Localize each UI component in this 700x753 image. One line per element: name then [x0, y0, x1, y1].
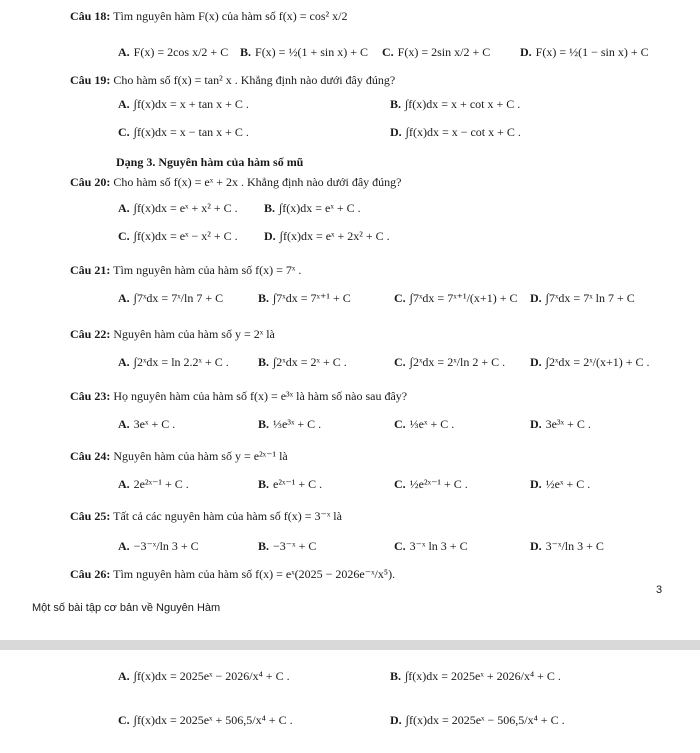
option-text: ⅓e³ˣ + C .: [273, 417, 322, 431]
option-c: [394, 476, 468, 492]
option-text: −3⁻ˣ + C: [273, 539, 317, 553]
option-text: −3⁻ˣ/ln 3 + C: [133, 539, 199, 553]
option-c: [394, 354, 505, 370]
option-c: [394, 290, 517, 306]
option-text: ∫f(x)dx = eˣ + x² + C .: [133, 201, 238, 215]
option-text: ∫7ˣdx = 7ˣ ln 7 + C: [545, 291, 635, 305]
option-text: 3e³ˣ + C .: [545, 417, 591, 431]
option-label: B.: [390, 97, 402, 111]
option-a: [118, 96, 249, 112]
option-label: D.: [530, 355, 542, 369]
option-label: D.: [264, 229, 276, 243]
option-b: [258, 290, 351, 306]
option-b: [258, 416, 321, 432]
question-text: Cho hàm số f(x) = eˣ + 2x . Khẳng định nào dưới đây đúng?: [113, 175, 402, 189]
option-text: ∫f(x)dx = x + tan x + C .: [133, 97, 249, 111]
question-23: [70, 388, 407, 404]
option-text: ∫f(x)dx = x − cot x + C .: [405, 125, 521, 139]
option-text: ∫7ˣdx = 7ˣ⁺¹ + C: [273, 291, 351, 305]
option-d: [264, 228, 390, 244]
option-label: D.: [530, 477, 542, 491]
option-label: A.: [118, 355, 130, 369]
option-a: [118, 668, 290, 684]
option-label: C.: [394, 417, 406, 431]
question-number: Câu 18:: [70, 9, 111, 23]
option-label: C.: [394, 291, 406, 305]
option-label: C.: [118, 229, 130, 243]
option-d: [390, 124, 521, 140]
option-label: B.: [240, 45, 252, 59]
question-24: [70, 448, 288, 464]
option-c: [394, 538, 468, 554]
option-text: 3eˣ + C .: [133, 417, 176, 431]
option-label: C.: [394, 477, 406, 491]
option-text: e²ˣ⁻¹ + C .: [273, 477, 323, 491]
question-text: Tìm nguyên hàm của hàm số f(x) = eˣ(2025 − 2026e⁻ˣ/x⁵).: [113, 567, 396, 581]
option-text: 3⁻ˣ ln 3 + C: [409, 539, 468, 553]
option-label: A.: [118, 97, 130, 111]
question-19: [70, 72, 395, 88]
option-a: [118, 354, 229, 370]
question-number: Câu 21:: [70, 263, 111, 277]
option-text: ∫f(x)dx = x − tan x + C .: [133, 125, 249, 139]
option-d: [530, 354, 650, 370]
question-text: Tìm nguyên hàm của hàm số f(x) = 7ˣ .: [113, 263, 302, 277]
question-number: Câu 19:: [70, 73, 111, 87]
option-label: A.: [118, 417, 130, 431]
option-label: B.: [258, 291, 270, 305]
option-label: B.: [390, 669, 402, 683]
question-20: [70, 174, 401, 190]
question-number: Câu 25:: [70, 509, 111, 523]
question-number: Câu 20:: [70, 175, 111, 189]
option-a: [118, 290, 223, 306]
option-label: D.: [390, 125, 402, 139]
question-text: Tất cả các nguyên hàm của hàm số f(x) = 3⁻ˣ là: [113, 509, 342, 523]
question-21: [70, 262, 301, 278]
option-text: F(x) = ½(1 + sin x) + C: [255, 45, 368, 59]
option-label: D.: [530, 417, 542, 431]
option-text: ∫2ˣdx = 2ˣ + C .: [273, 355, 347, 369]
option-label: A.: [118, 201, 130, 215]
question-text: Nguyên hàm của hàm số y = 2ˣ là: [113, 327, 275, 341]
option-text: ½eˣ + C .: [545, 477, 591, 491]
option-text: F(x) = 2cos x/2 + C: [133, 45, 229, 59]
option-label: A.: [118, 539, 130, 553]
footer-title: Một số bài tập cơ bản về Nguyên Hàm: [32, 602, 221, 614]
question-26: [70, 566, 395, 582]
page-number: 3: [656, 584, 663, 596]
option-label: C.: [118, 713, 130, 727]
option-label: A.: [118, 669, 130, 683]
question-text: Họ nguyên hàm của hàm số f(x) = e³ˣ là hàm số nào sau đây?: [113, 389, 408, 403]
option-b: [258, 538, 316, 554]
section-title: Dạng 3. Nguyên hàm của hàm số mũ: [116, 155, 304, 169]
option-c: [118, 228, 238, 244]
question-25: [70, 508, 342, 524]
option-label: B.: [258, 539, 270, 553]
option-d: [520, 44, 649, 60]
question-number: Câu 22:: [70, 327, 111, 341]
option-text: F(x) = ½(1 − sin x) + C: [535, 45, 649, 59]
option-b: [390, 668, 561, 684]
option-label: B.: [258, 355, 270, 369]
option-d: [390, 712, 565, 728]
option-text: ⅓eˣ + C .: [409, 417, 455, 431]
option-label: A.: [118, 291, 130, 305]
option-b: [240, 44, 368, 60]
option-text: ∫f(x)dx = 2025eˣ − 506,5/x⁴ + C .: [405, 713, 565, 727]
question-number: Câu 26:: [70, 567, 111, 581]
option-b: [390, 96, 520, 112]
option-text: 2e²ˣ⁻¹ + C .: [133, 477, 189, 491]
option-a: [118, 476, 189, 492]
option-text: ∫f(x)dx = 2025eˣ + 506,5/x⁴ + C .: [133, 713, 293, 727]
option-a: [118, 44, 228, 60]
page-separator: [0, 640, 700, 650]
option-text: 3⁻ˣ/ln 3 + C: [545, 539, 604, 553]
question-text: Tìm nguyên hàm F(x) của hàm số f(x) = cos² x/2: [113, 9, 348, 23]
option-d: [530, 416, 591, 432]
option-a: [118, 416, 175, 432]
option-label: D.: [520, 45, 532, 59]
option-label: D.: [530, 539, 542, 553]
option-text: ∫f(x)dx = eˣ + C .: [279, 201, 361, 215]
option-label: C.: [118, 125, 130, 139]
option-text: ∫7ˣdx = 7ˣ⁺¹/(x+1) + C: [409, 291, 518, 305]
option-label: D.: [390, 713, 402, 727]
question-text: Cho hàm số f(x) = tan² x . Khẳng định nào dưới đây đúng?: [113, 73, 396, 87]
option-text: ∫7ˣdx = 7ˣ/ln 7 + C: [133, 291, 224, 305]
option-label: D.: [530, 291, 542, 305]
question-text: Nguyên hàm của hàm số y = e²ˣ⁻¹ là: [113, 449, 288, 463]
option-label: B.: [258, 477, 270, 491]
option-b: [258, 354, 347, 370]
option-b: [258, 476, 322, 492]
option-a: [118, 200, 238, 216]
question-number: Câu 24:: [70, 449, 111, 463]
option-a: [118, 538, 199, 554]
question-number: Câu 23:: [70, 389, 111, 403]
option-text: ½e²ˣ⁻¹ + C .: [409, 477, 468, 491]
option-text: ∫f(x)dx = 2025eˣ + 2026/x⁴ + C .: [405, 669, 561, 683]
option-c: [118, 124, 249, 140]
option-label: C.: [394, 539, 406, 553]
option-c: [118, 712, 293, 728]
option-text: ∫f(x)dx = eˣ + 2x² + C .: [279, 229, 390, 243]
option-text: F(x) = 2sin x/2 + C: [397, 45, 491, 59]
option-label: B.: [258, 417, 270, 431]
option-text: ∫f(x)dx = eˣ − x² + C .: [133, 229, 238, 243]
option-d: [530, 476, 590, 492]
option-label: C.: [382, 45, 394, 59]
option-text: ∫2ˣdx = ln 2.2ˣ + C .: [133, 355, 229, 369]
option-text: ∫2ˣdx = 2ˣ/ln 2 + C .: [409, 355, 506, 369]
question-18: [70, 8, 347, 24]
option-text: ∫f(x)dx = x + cot x + C .: [405, 97, 521, 111]
document-page-2: [0, 650, 700, 753]
option-label: B.: [264, 201, 276, 215]
option-c: [394, 416, 454, 432]
option-label: A.: [118, 45, 130, 59]
option-d: [530, 290, 635, 306]
option-label: C.: [394, 355, 406, 369]
option-text: ∫f(x)dx = 2025eˣ − 2026/x⁴ + C .: [133, 669, 290, 683]
option-label: A.: [118, 477, 130, 491]
option-c: [382, 44, 490, 60]
option-d: [530, 538, 604, 554]
option-b: [264, 200, 361, 216]
question-22: [70, 326, 275, 342]
option-text: ∫2ˣdx = 2ˣ/(x+1) + C .: [545, 355, 650, 369]
